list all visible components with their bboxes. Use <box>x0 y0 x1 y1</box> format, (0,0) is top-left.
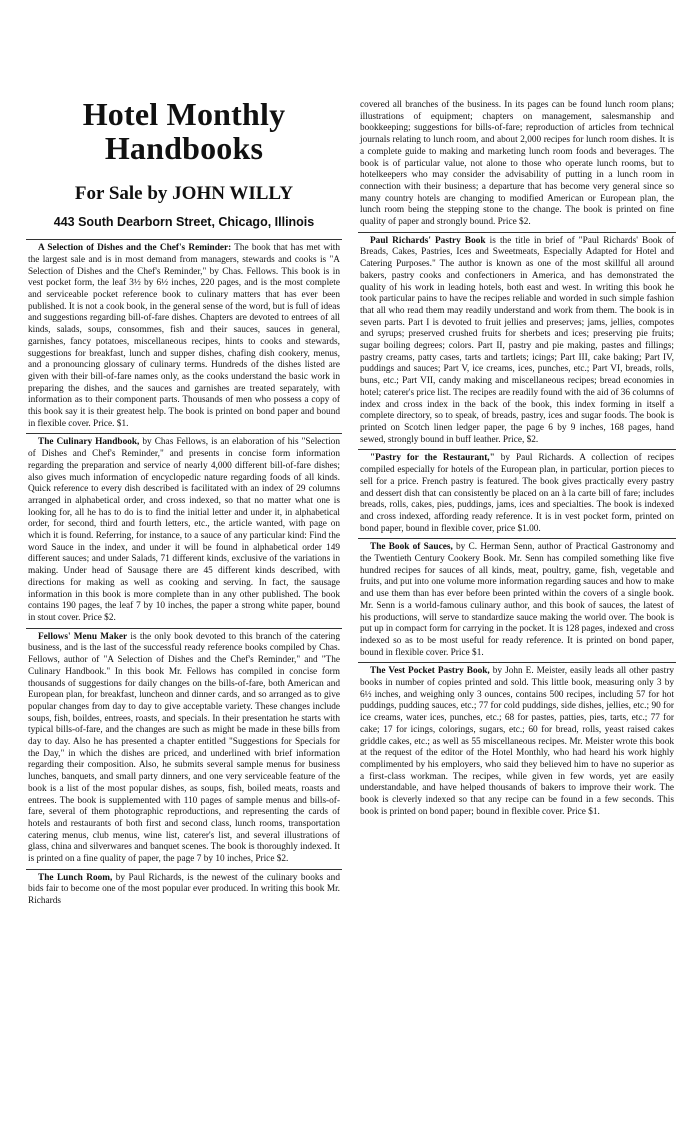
entry-title: A Selection of Dishes and the Chef's Reminder: <box>38 243 232 254</box>
entry-text: by Chas Fellows, is an elaboration of his "Selection of Dishes and Chef's Reminder," and presents in concise form information regarding the preparation and service of nearly 4,000 different bill-of-fare dishes; also gives much information of encyclopedic nature regarding foods of all kinds. Quick reference to every dish described is facilitated with an index of 29 columns arranged in alphabetical order, and cross indexed, so that no matter what one is looking for, all he has to do is to find the initial letter and under it, in alphabetical order, for second, third and fourth letters, etc., the article wanted, with page on which it is found. Referring, for instance, to a sauce of any particular kind: Find the word Sauce in the index, and under it will be found in alphabetical order 149 different sauces; and under Salads, 71 different kinds, exclusive of the variations in making. Under head of Sausage there are 45 different kinds described, with directions for making as well as cooking and serving. In fact, the sausage information in this book is more complete than in any other published. The book contains 190 pages, the leaf 7 by 10 inches, the paper a strong white paper, bound in stout cover. Price $2. <box>28 437 340 623</box>
entry-title: "Pastry for the Restaurant," <box>370 453 495 464</box>
entry-text: by Paul Richards, is the newest of the culinary books and bids fair to become one of the most popular ever produced. In writing this book Mr. Richards <box>28 872 340 907</box>
entry-title: Paul Richards' Pastry Book <box>370 235 486 246</box>
book-entry-lunch-room-continued <box>358 0 676 232</box>
entry-text: is the only book devoted to this branch of the catering business, and is the last of the successful ready reference books compiled by Chas. Fellows, author of "A Selection of Dishes and the Chef's Reminder," and "The Culinary Handbook." In this book Mr. Fellows has compiled in concise form thousands of suggestions for daily changes on the bills-of-fare, both American and European plan, for breakfast, luncheon and dinner cards, and so arranged as to give popular changes from day to day to give acceptable variety. These changes include soups, fish, boildes, entrees, roasts, and specials. In their presentation he starts with typical bills-of-fare, and the changes are such as might be made in these bills from day to day. Also he has presented a chapter entitled "Suggestions for Specials for the Day," in which the dishes are priced, and underlined with brief information regarding their composition. Also, he submits several sample menus for business lunches, banquets, and small party dinners, and one very serviceable feature of the book is a list of the most popular dishes, as soups, fish, boiled meats, roasts and entrees. The book is supplemented with 110 pages of sample menus and bills-of-fare, several of them photographic reproductions, and representing the cards of hotels and restaurants of both first and second class, lunch rooms, transportation catering menus, club menus, wine list, caterer's list, and several illustrations of glass, china and silverwares and banquet scenes. The book is thoroughly indexed. It is printed on a fine quality of paper, the page 7 by 10 inches, Price $2. <box>28 631 340 865</box>
entry-title: The Culinary Handbook, <box>38 437 140 448</box>
book-entry-selection-of-dishes <box>26 239 342 433</box>
entry-title: The Book of Sauces, <box>370 542 453 553</box>
entry-text: by John E. Meister, easily leads all other pastry books in number of copies printed and sold. This little book, measuring only 3 by 6½ inches, and weighing only 3 ounces, contains 500 recipes, including 57 for hot puddings, pudding sauces, etc.; 77 for cold puddings, side dishes, jellies, etc.; 90 for ice creams, water ices, punches, etc.; 68 for pastes, patties, pies, tarts, etc.; 77 for cake; 17 for icings, colorings, sugars, etc.; 60 for bread, rolls, yeast raised cakes griddle cakes, etc.; as well as 55 miscellaneous recipes. Mr. Meister wrote this book at the request of the editor of the Hotel Monthly, who had heard his work highly complimented by his employers, who said they believed him to have no superior as a first-class workman. The recipes, while given in few words, yet are easily understandable, and have helped thousands of bakers to improve their work. The book is cleverly indexed so that any recipe can be found in a few seconds. This book is printed on bond paper; bound in flexible cover. Price $1. <box>360 666 674 817</box>
book-entry-menu-maker <box>26 628 342 869</box>
book-entry-culinary-handbook <box>26 433 342 627</box>
entry-text: by Paul Richards. A collection of recipes compiled especially for hotels of the European plan, in particular, portion pieces to sell for a price. French pastry is featured. The book gives practically every pastry and dessert dish that can consistently be placed on an à la carte bill of fare; includes breads, rolls, cakes, pies, puddings, jams, ices and specialties. The book is indexed and cross indexed, affording ready reference. It is in vest pocket form, printed on bond paper, bound in flexible cover, price $1.00. <box>360 453 674 534</box>
book-entry-vest-pocket-pastry-book <box>358 662 676 821</box>
book-entry-pastry-book <box>358 232 676 450</box>
left-column <box>26 0 342 911</box>
book-entry-book-of-sauces <box>358 538 676 662</box>
masthead <box>26 0 342 229</box>
book-entry-pastry-for-restaurant <box>358 449 676 538</box>
entry-text: by C. Herman Senn, author of Practical Gastronomy and the Twentieth Century Cookery Book. Mr. Senn has compiled something like five hundred recipes for sauces of all kinds, meat, poultry, game, fish, vegetable and fruits, and put into one volume more information regarding sauces and how to make and use them than has ever before been printed within the covers of a single book. Mr. Senn is a world-famous culinary author, and this book of sauces, the latest of his productions, will serve to standardize sauce making the world over. The book is put up in compact form for carrying in the pocket. It is 128 pages, indexed and cross indexed so as to be most useful for ready reference. It is printed on bond paper, bound in flexible cover. Price $1. <box>360 542 674 658</box>
right-column <box>358 0 676 821</box>
address-line: 443 South Dearborn Street, Chicago, Illinois <box>53 215 315 230</box>
entry-text: covered all branches of the business. In its pages can be found lunch room plans; illustrations of equipment; chapters on management, salesmanship and bookkeeping; suggestions for bills-of-fare; reproduction of articles from technical journals relating to lunch room, and about 2,000 recipes for lunch room dishes. It is a complete guide to making and marketing lunch room foods and beverages. The book is of particular value, not alone to those who operate lunch rooms, but to hotelkeepers who may consider the advisability of putting in a lunch room in connection with their business; a departure that has become very general since so many country hotels are changing to modified American or European plan, the lunch room being the stepping stone to the change. The book is printed on fine quality of paper and strongly bound. Price $2. <box>360 100 674 228</box>
entry-title: The Lunch Room, <box>38 872 113 883</box>
seller-line: For Sale by JOHN WILLY <box>74 183 294 205</box>
entry-title: Fellows' Menu Maker <box>38 631 128 642</box>
entry-title: The Vest Pocket Pastry Book, <box>370 666 490 677</box>
book-entry-lunch-room <box>26 869 342 911</box>
entry-text: is the title in brief of "Paul Richards' Book of Breads, Cakes, Pastries, Ices and Sweetmeats, Especially Adapted for Hotel and Catering Purposes." The author is known as one of the most skillful all around bakers, pastry cooks and confectioners in America, and has demonstrated the quality of his work in leading hotels, both east and west. In writing this book he took particular pains to have the recipes reliable and worded in such simple fashion that all who read them may readily understand and work from them. The book is in seven parts. Part I is devoted to fruit jellies and preserves; jams, jellies, compotes and syrups; preserved crushed fruits for sherbets and ices; preserving pie fruits; sugar boiling degrees; colors. Part II, pastry and pie making, pastes and fillings; pastry creams, patty cases, tarts and tartlets; icings; Part III, cake baking; Part IV, puddings and sauces; Part V, ice creams, ices, punches, etc.; Part VI, breads, rolls, buns, etc.; Part VII, candy making and miscellaneous recipes; bread economies in hotel; caterer's price list. The recipes are readily found with the aid of 36 columns of index and cross index in the back of the book, this index forming in itself a complete directory, so to speak, of breads, pastry, ices and sugar foods. The book is printed on Scotch linen ledger paper, the page 6 by 9 inches, 168 pages, hand sewed, strongly bound in buff leather. Price, $2. <box>360 235 674 445</box>
entry-text: The book that has met with the largest sale and is in most demand from managers, stewards and cooks is "A Selection of Dishes and the Chef's Reminder," by Chas. Fellows. This book is in vest pocket form, the leaf 3½ by 6½ inches, 220 pages, and is the most complete and serviceable pocket reference book to culinary matters that has ever been published. It is not a cook book, in the general sense of the word, but is full of ideas and suggestions regarding bill-of-fare dishes. Chapters are devoted to entrees of all kinds, salads, soups, consommes, fish and their sauces, sauces in general, garnishes, fancy potatoes, miscellaneous recipes, hints to cooks and stewards, suggestions for breakfast, lunch and supper dishes, chafing dish cookery, menus, and a pronouncing glossary of culinary terms. Hundreds of the dishes listed are given with their bill-of-fare names only, as the cooks understand the basic work in preparing the dishes, and the sauces and garnishes are treated separately, with information as to their component parts. Thousands of men who possess a copy of this book say it is their greatest help. The book is printed on bond paper and bound in flexible cover. Price. $1. <box>28 243 340 429</box>
page-title: Hotel Monthly Handbooks <box>82 96 286 166</box>
